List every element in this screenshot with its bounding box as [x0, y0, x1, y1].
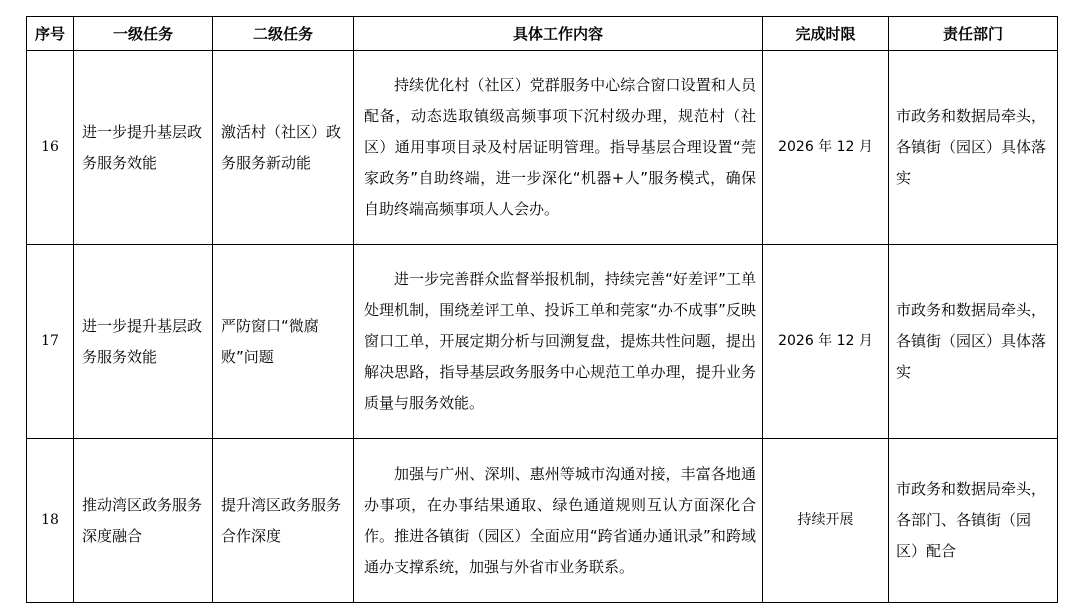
responsible-department: 市政务和数据局牵头，各镇街（园区）具体落实 [889, 245, 1058, 439]
level2-task: 严防窗口“微腐败”问题 [213, 245, 354, 439]
row-number: 17 [27, 245, 74, 439]
work-content-text: 加强与广州、深圳、惠州等城市沟通对接，丰富各地通办事项，在办事结果通取、绿色通道规则互认方面深化合作。推进各镇街（园区）全面应用“跨省通办通讯录”和跨域通办支撑系统，加强与外省市业务联系。 [364, 464, 756, 576]
header-deadline: 完成时限 [763, 17, 889, 51]
header-level2-task: 二级任务 [213, 17, 354, 51]
table-row [27, 439, 1058, 603]
table-row [27, 245, 1058, 439]
deadline: 2026 年 12 月 [763, 245, 889, 439]
task-table [26, 16, 1058, 603]
level2-task: 提升湾区政务服务合作深度 [213, 439, 354, 603]
row-number: 16 [27, 51, 74, 245]
header-content: 具体工作内容 [354, 17, 763, 51]
deadline: 持续开展 [763, 439, 889, 603]
table-row [27, 51, 1058, 245]
work-content-text: 持续优化村（社区）党群服务中心综合窗口设置和人员配备，动态选取镇级高频事项下沉村级办理，规范村（社区）通用事项目录及村居证明管理。指导基层合理设置“莞家政务”自助终端，进一步深化“机器+人”服务模式，确保自助终端高频事项人人会办。 [364, 76, 756, 218]
header-level1-task: 一级任务 [74, 17, 213, 51]
row-number: 18 [27, 439, 74, 603]
work-content [354, 245, 763, 439]
responsible-department: 市政务和数据局牵头，各镇街（园区）具体落实 [889, 51, 1058, 245]
responsible-department: 市政务和数据局牵头，各部门、各镇街（园区）配合 [889, 439, 1058, 603]
level2-task: 激活村（社区）政务服务新动能 [213, 51, 354, 245]
work-content [354, 439, 763, 603]
work-content [354, 51, 763, 245]
level1-task: 推动湾区政务服务深度融合 [74, 439, 213, 603]
level1-task: 进一步提升基层政务服务效能 [74, 51, 213, 245]
header-department: 责任部门 [889, 17, 1058, 51]
level1-task: 进一步提升基层政务服务效能 [74, 245, 213, 439]
header-no: 序号 [27, 17, 74, 51]
work-content-text: 进一步完善群众监督举报机制，持续完善“好差评”工单处理机制，围绕差评工单、投诉工单和莞家“办不成事”反映窗口工单，开展定期分析与回溯复盘，提炼共性问题，提出解决思路，指导基层政务服务中心规范工单办理，提升业务质量与服务效能。 [364, 270, 756, 412]
deadline: 2026 年 12 月 [763, 51, 889, 245]
header-row [27, 17, 1058, 51]
